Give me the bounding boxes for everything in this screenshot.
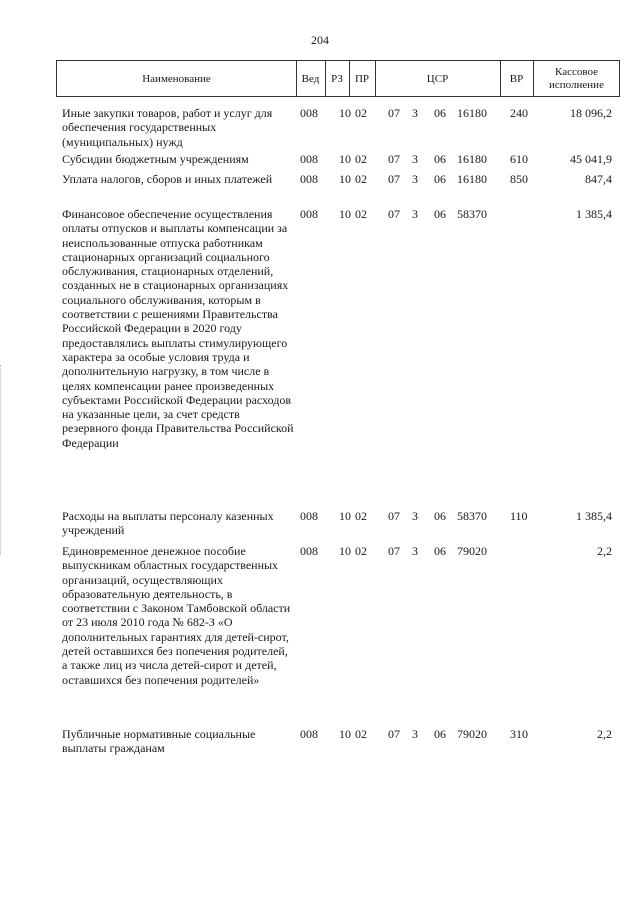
row-csr2: 3: [412, 207, 418, 221]
row-rz: 10: [339, 152, 351, 166]
row-pr: 02: [355, 207, 367, 221]
row-pr: 02: [355, 544, 367, 558]
header-name: Наименование: [142, 72, 211, 85]
table-header: [56, 60, 620, 97]
header-csr: ЦСР: [426, 72, 449, 85]
header-pr: ПР: [354, 72, 370, 85]
row-rz: 10: [339, 509, 351, 523]
row-name: Субсидии бюджетным учреждениям: [62, 152, 249, 166]
row-csr3: 06: [434, 106, 446, 120]
row-ved: 008: [300, 172, 318, 186]
header-cash: [533, 61, 620, 96]
row-csr2: 3: [412, 727, 418, 741]
page-number: 204: [311, 33, 329, 47]
row-amount: 2,2: [597, 544, 612, 558]
row-csr4: 16180: [457, 152, 487, 166]
row-csr3: 06: [434, 207, 446, 221]
row-csr4: 58370: [457, 509, 487, 523]
header-cash-line1: Кассовое: [555, 65, 598, 78]
header-vr: ВР: [509, 72, 524, 85]
row-rz: 10: [339, 172, 351, 186]
row-csr2: 3: [412, 106, 418, 120]
row-vr: 110: [510, 509, 528, 523]
row-amount: 847,4: [585, 172, 612, 186]
row-vr: 610: [510, 152, 528, 166]
row-vr: 240: [510, 106, 528, 120]
row-csr3: 06: [434, 509, 446, 523]
row-csr2: 3: [412, 152, 418, 166]
row-csr2: 3: [412, 544, 418, 558]
row-name: Расходы на выплаты персоналу казенных учреждений: [62, 509, 274, 538]
row-csr1: 07: [388, 207, 400, 221]
row-csr1: 07: [388, 727, 400, 741]
row-name: Иные закупки товаров, работ и услуг для обеспечения государственных (муниципальных) нужд: [62, 106, 273, 149]
row-csr2: 3: [412, 509, 418, 523]
row-pr: 02: [355, 152, 367, 166]
row-rz: 10: [339, 207, 351, 221]
row-pr: 02: [355, 509, 367, 523]
row-name: Публичные нормативные социальные выплаты гражданам: [62, 727, 256, 756]
row-csr1: 07: [388, 509, 400, 523]
header-rz: РЗ: [331, 72, 343, 85]
row-vr: 850: [510, 172, 528, 186]
margin-marks: [0, 365, 4, 555]
row-name: Уплата налогов, сборов и иных платежей: [62, 172, 273, 186]
row-amount: 1 385,4: [576, 509, 612, 523]
row-csr3: 06: [434, 544, 446, 558]
row-name: Единовременное денежное пособие выпускникам областных государственных организаций, осуществляющих образовательную деятельность, в соответствии с Законом Тамбовской области от 23 июля 2010 года № 682-З «О дополнительных гарантиях для детей-сирот, детей оставшихся без попечения родителей, а также лиц из числа детей-сирот и детей, оставшихся без попечения родителей»: [62, 544, 291, 687]
row-rz: 10: [339, 106, 351, 120]
row-amount: 18 096,2: [570, 106, 612, 120]
row-csr4: 79020: [457, 727, 487, 741]
row-amount: 1 385,4: [576, 207, 612, 221]
row-pr: 02: [355, 106, 367, 120]
row-amount: 45 041,9: [570, 152, 612, 166]
row-csr1: 07: [388, 106, 400, 120]
row-ved: 008: [300, 152, 318, 166]
row-ved: 008: [300, 727, 318, 741]
row-amount: 2,2: [597, 727, 612, 741]
row-pr: 02: [355, 172, 367, 186]
row-name: Финансовое обеспечение осуществления оплаты отпусков и выплаты компенсации за неиспользованные отпуска работникам стационарных организаций социального обслуживания, стационарных отделений, созданных не в стационарных организациях социального обслуживания, которым в соответствии с решениями Правительства Российской Федерации в 2020 году предоставлялись выплаты стимулирующего характера за особые условия труда и дополнительную нагрузку, в том числе в целях компенсации ранее произведенных субъектами Российской Федерации расходов на указанные цели, за счет средств резервного фонда Правительства Российской Федерации: [62, 207, 294, 450]
row-csr4: 16180: [457, 172, 487, 186]
row-csr3: 06: [434, 727, 446, 741]
row-ved: 008: [300, 207, 318, 221]
row-csr3: 06: [434, 152, 446, 166]
row-rz: 10: [339, 544, 351, 558]
row-csr4: 79020: [457, 544, 487, 558]
header-ved: Вед: [301, 72, 320, 85]
row-csr4: 58370: [457, 207, 487, 221]
row-ved: 008: [300, 544, 318, 558]
row-csr1: 07: [388, 544, 400, 558]
row-csr1: 07: [388, 152, 400, 166]
row-csr2: 3: [412, 172, 418, 186]
row-vr: 310: [510, 727, 528, 741]
row-ved: 008: [300, 509, 318, 523]
row-csr3: 06: [434, 172, 446, 186]
header-cash-line2: исполнение: [549, 78, 604, 91]
row-ved: 008: [300, 106, 318, 120]
row-csr4: 16180: [457, 106, 487, 120]
row-rz: 10: [339, 727, 351, 741]
row-pr: 02: [355, 727, 367, 741]
row-csr1: 07: [388, 172, 400, 186]
